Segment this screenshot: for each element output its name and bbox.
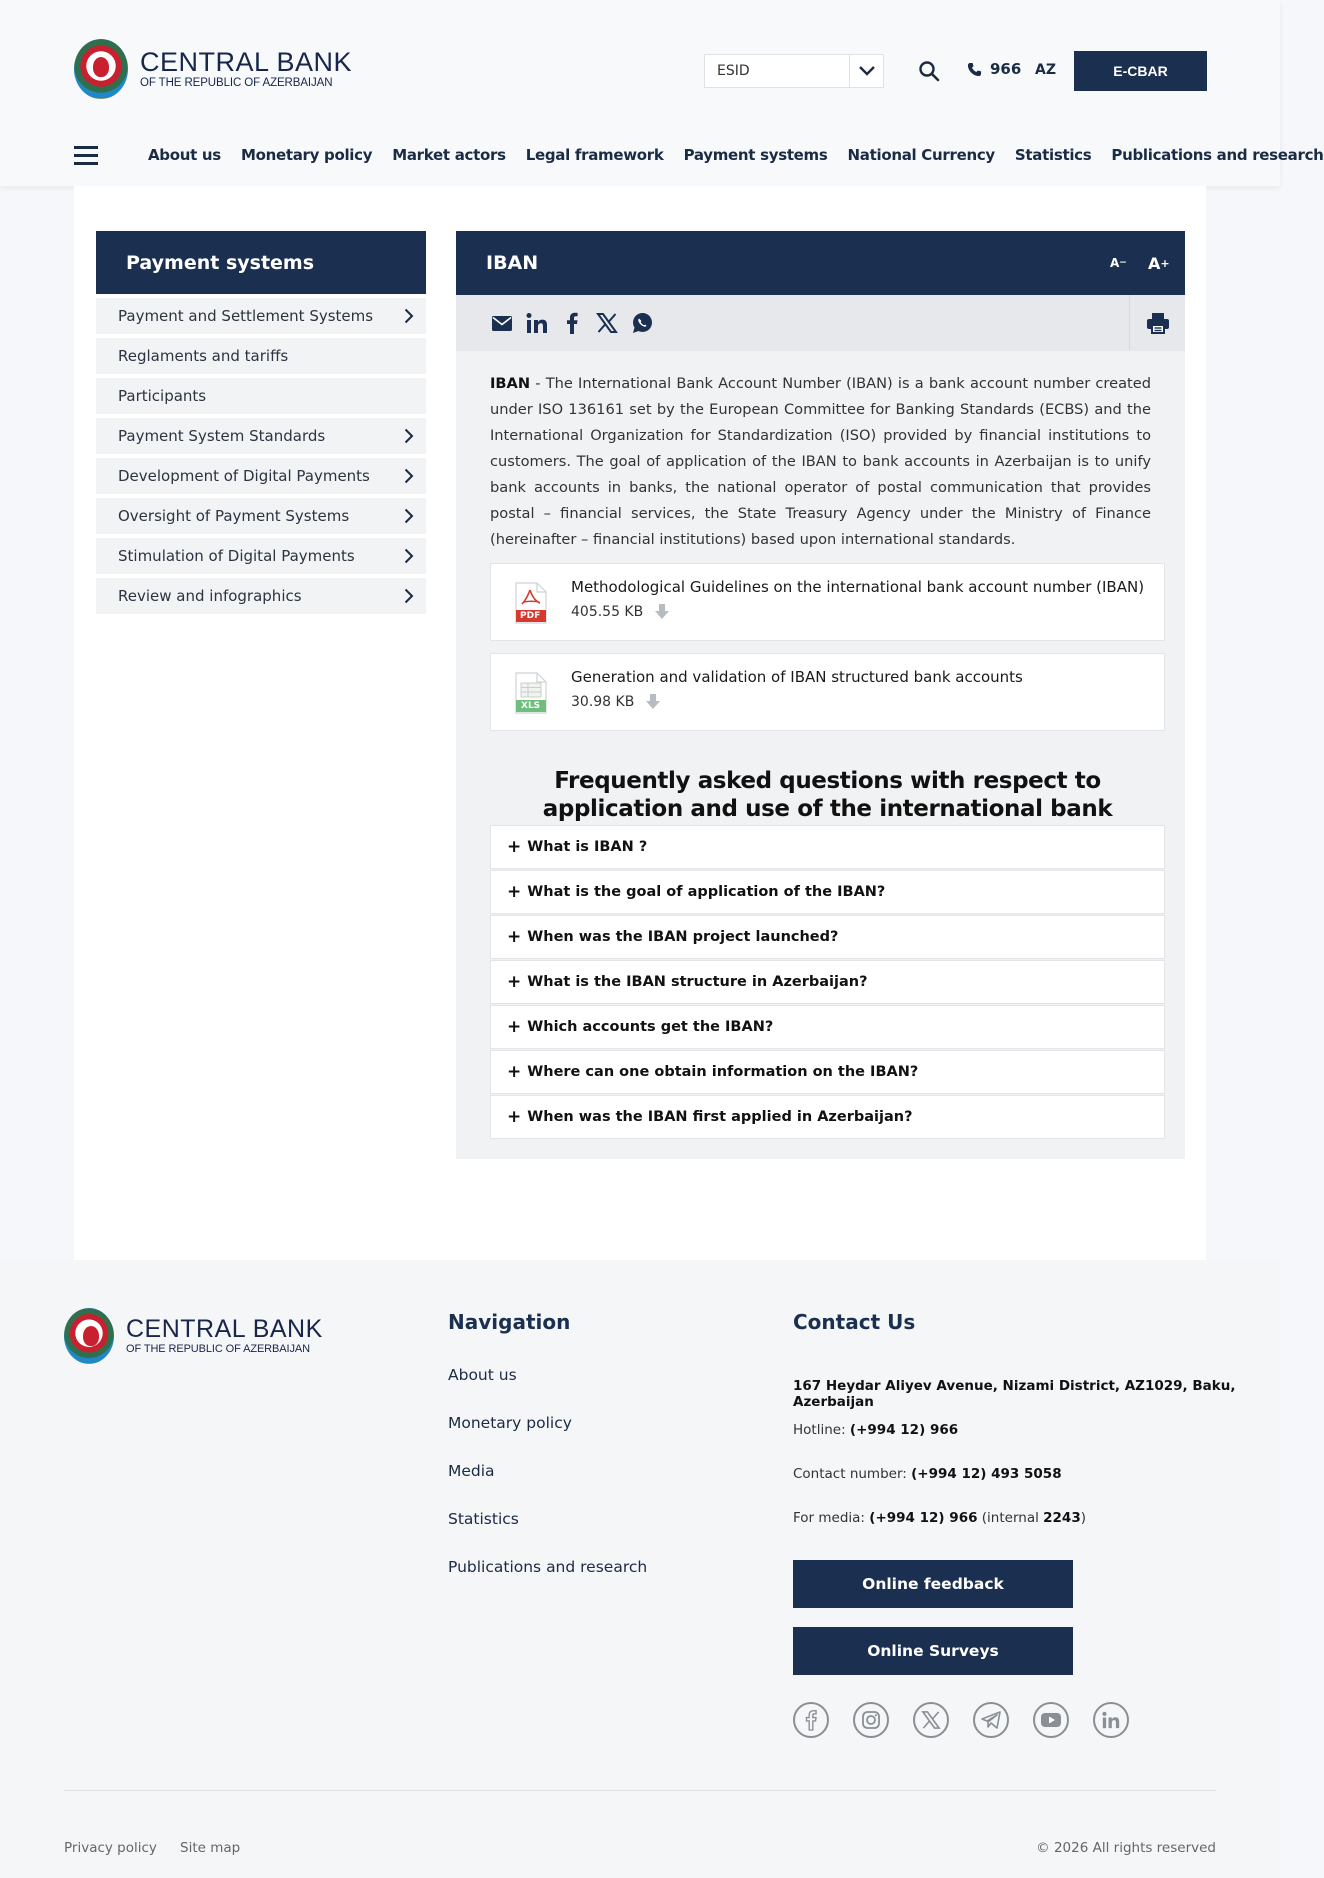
main-nav <box>148 146 1324 164</box>
instagram-icon[interactable] <box>853 1702 889 1738</box>
file-size: 30.98 KB <box>571 694 660 710</box>
faq-list <box>490 825 1165 1140</box>
faq-item[interactable]: + When was the IBAN project launched? <box>490 915 1165 959</box>
privacy-policy-link[interactable]: Privacy policy <box>64 1840 157 1856</box>
online-surveys-button[interactable]: Online Surveys <box>793 1627 1073 1675</box>
sidebar-title: Payment systems <box>96 231 426 294</box>
footer-logo[interactable] <box>64 1308 323 1364</box>
print-icon <box>1146 312 1170 334</box>
font-increase-button[interactable]: A + <box>1148 253 1170 273</box>
linkedin-icon[interactable] <box>525 311 549 335</box>
facebook-icon[interactable] <box>793 1702 829 1738</box>
faq-item[interactable]: + What is the goal of application of the IBAN? <box>490 870 1165 914</box>
emblem-icon <box>74 39 128 99</box>
email-icon[interactable] <box>490 311 514 335</box>
footer-nav-title: Navigation <box>448 1310 571 1334</box>
copyright: © 2026 All rights reserved <box>1036 1840 1216 1856</box>
plus-icon: + <box>507 1016 522 1037</box>
search-icon[interactable] <box>918 60 940 82</box>
chevron-right-icon <box>404 428 414 444</box>
esid-select[interactable] <box>704 54 884 88</box>
footer-nav-publications[interactable]: Publications and research <box>448 1558 648 1576</box>
sidebar-item-label: Reglaments and tariffs <box>118 347 289 365</box>
nav-item-market-actors[interactable]: Market actors <box>392 146 506 164</box>
print-button[interactable] <box>1129 295 1185 351</box>
chevron-right-icon <box>404 508 414 524</box>
x-icon[interactable] <box>913 1702 949 1738</box>
logo[interactable] <box>74 38 352 100</box>
esid-value: ESID <box>717 63 750 79</box>
sidebar-item-label: Oversight of Payment Systems <box>118 507 350 525</box>
footer-hotline: Hotline: (+994 12) 966 <box>793 1422 959 1438</box>
faq-item[interactable]: + Where can one obtain information on the IBAN? <box>490 1050 1165 1094</box>
sidebar-item-label: Participants <box>118 387 207 405</box>
sidebar-item-payment-settlement[interactable] <box>96 298 426 334</box>
faq-item[interactable]: + Which accounts get the IBAN? <box>490 1005 1165 1049</box>
logo-title: CENTRAL BANK <box>140 47 353 77</box>
plus-icon: + <box>507 1106 522 1127</box>
font-decrease-button[interactable]: A − <box>1110 256 1127 270</box>
sidebar-item-label: Payment and Settlement Systems <box>118 307 374 325</box>
sidebar-item-review[interactable] <box>96 578 426 614</box>
faq-title: Frequently asked questions with respect to application and use of the international bank <box>542 768 1113 822</box>
footer-nav <box>448 1366 647 1606</box>
site-header <box>0 0 1324 186</box>
plus-icon: + <box>507 926 522 947</box>
nav-item-statistics[interactable]: Statistics <box>1014 146 1092 164</box>
chevron-down-icon[interactable] <box>849 55 883 87</box>
content-body <box>456 295 1185 1159</box>
sidebar-item-oversight[interactable] <box>96 498 426 534</box>
sidebar-item-digital-development[interactable] <box>96 458 426 494</box>
phone-link[interactable] <box>967 60 1021 78</box>
online-feedback-button[interactable]: Online feedback <box>793 1560 1073 1608</box>
file-type-label: XLS <box>521 701 541 711</box>
faq-item[interactable]: + What is IBAN ? <box>490 825 1165 869</box>
sidebar-item-label: Review and infographics <box>118 587 302 605</box>
sidebar-item-label: Payment System Standards <box>118 427 326 445</box>
sidebar-item-label: Development of Digital Payments <box>118 467 370 485</box>
ecbar-button[interactable]: E-CBAR <box>1074 51 1207 91</box>
share-bar <box>456 295 1185 351</box>
logo-subtitle: OF THE REPUBLIC OF AZERBAIJAN <box>140 77 333 89</box>
sidebar-item-reglaments[interactable] <box>96 338 426 374</box>
plus-icon: + <box>507 836 522 857</box>
chevron-right-icon <box>404 548 414 564</box>
site-footer <box>0 1260 1280 1878</box>
footer-contact-title: Contact Us <box>793 1310 916 1334</box>
social-links <box>793 1702 1153 1738</box>
nav-item-payment-systems[interactable]: Payment systems <box>683 146 828 164</box>
sidebar-item-standards[interactable] <box>96 418 426 454</box>
chevron-right-icon <box>404 588 414 604</box>
language-switch[interactable]: AZ <box>1035 62 1056 78</box>
download-icon[interactable] <box>646 694 660 710</box>
x-icon[interactable] <box>595 311 619 335</box>
file-title[interactable]: Generation and validation of IBAN structured bank accounts <box>571 668 1023 686</box>
chevron-right-icon <box>404 468 414 484</box>
facebook-icon[interactable] <box>560 311 584 335</box>
download-icon[interactable] <box>655 604 669 620</box>
footer-nav-monetary-policy[interactable]: Monetary policy <box>448 1414 572 1432</box>
site-map-link[interactable]: Site map <box>180 1840 241 1856</box>
file-item[interactable] <box>490 563 1165 641</box>
nav-item-national-currency[interactable]: National Currency <box>847 146 995 164</box>
nav-item-legal-framework[interactable]: Legal framework <box>525 146 664 164</box>
chevron-right-icon <box>404 308 414 324</box>
faq-item[interactable]: + When was the IBAN first applied in Azerbaijan? <box>490 1095 1165 1139</box>
footer-nav-media[interactable]: Media <box>448 1462 495 1480</box>
plus-icon: + <box>507 971 522 992</box>
logo-title: CENTRAL BANK <box>126 1315 323 1343</box>
footer-address: 167 Heydar Aliyev Avenue, Nizami District, AZ1029, Baku, Azerbaijan <box>793 1378 1236 1410</box>
footer-nav-about-us[interactable]: About us <box>448 1366 517 1384</box>
youtube-icon[interactable] <box>1033 1702 1069 1738</box>
file-item[interactable] <box>490 653 1165 731</box>
phone-icon <box>967 62 982 77</box>
page-title: IBAN <box>486 252 539 274</box>
file-type-label: PDF <box>520 611 541 621</box>
footer-nav-statistics[interactable]: Statistics <box>448 1510 519 1528</box>
footer-media-contact: For media: (+994 12) 966 (internal 2243) <box>793 1510 1086 1526</box>
logo-subtitle: OF THE REPUBLIC OF AZERBAIJAN <box>126 1343 310 1355</box>
plus-icon: + <box>507 1061 522 1082</box>
nav-item-publications[interactable]: Publications and research <box>1111 146 1324 164</box>
content-header <box>456 231 1185 295</box>
sidebar-menu <box>96 298 426 618</box>
intro-text: IBAN - The International Bank Account Number (IBAN) is a bank account number created under ISO 136161 set by the European Committee for Banking Standards (ECBS) and the International Organization for Standardization (ISO) provided by financial institutions to customers. The goal of application of the IBAN to bank accounts in Azerbaijan is to unify bank accounts in banks, the national operator of postal communication that provides postal – financial services, the State Treasury Agency under the Ministry of Finance (hereinafter – financial institutions) based upon international standards. <box>490 375 1151 548</box>
emblem-icon <box>64 1308 114 1364</box>
sidebar-item-participants[interactable] <box>96 378 426 414</box>
footer-divider <box>64 1790 1216 1791</box>
telegram-icon[interactable] <box>973 1702 1009 1738</box>
file-size: 405.55 KB <box>571 604 669 620</box>
sidebar-item-stimulation[interactable] <box>96 538 426 574</box>
nav-item-about-us[interactable]: About us <box>148 146 221 164</box>
whatsapp-icon[interactable] <box>630 311 654 335</box>
plus-icon: + <box>507 881 522 902</box>
menu-icon[interactable] <box>74 146 98 166</box>
footer-contact-number: Contact number: (+994 12) 493 5058 <box>793 1466 1062 1482</box>
nav-item-monetary-policy[interactable]: Monetary policy <box>240 146 373 164</box>
linkedin-icon[interactable] <box>1093 1702 1129 1738</box>
phone-number: 966 <box>990 60 1022 78</box>
file-title[interactable]: Methodological Guidelines on the international bank account number (IBAN) <box>571 578 1145 596</box>
faq-item[interactable]: + What is the IBAN structure in Azerbaijan? <box>490 960 1165 1004</box>
sidebar-item-label: Stimulation of Digital Payments <box>118 547 355 565</box>
